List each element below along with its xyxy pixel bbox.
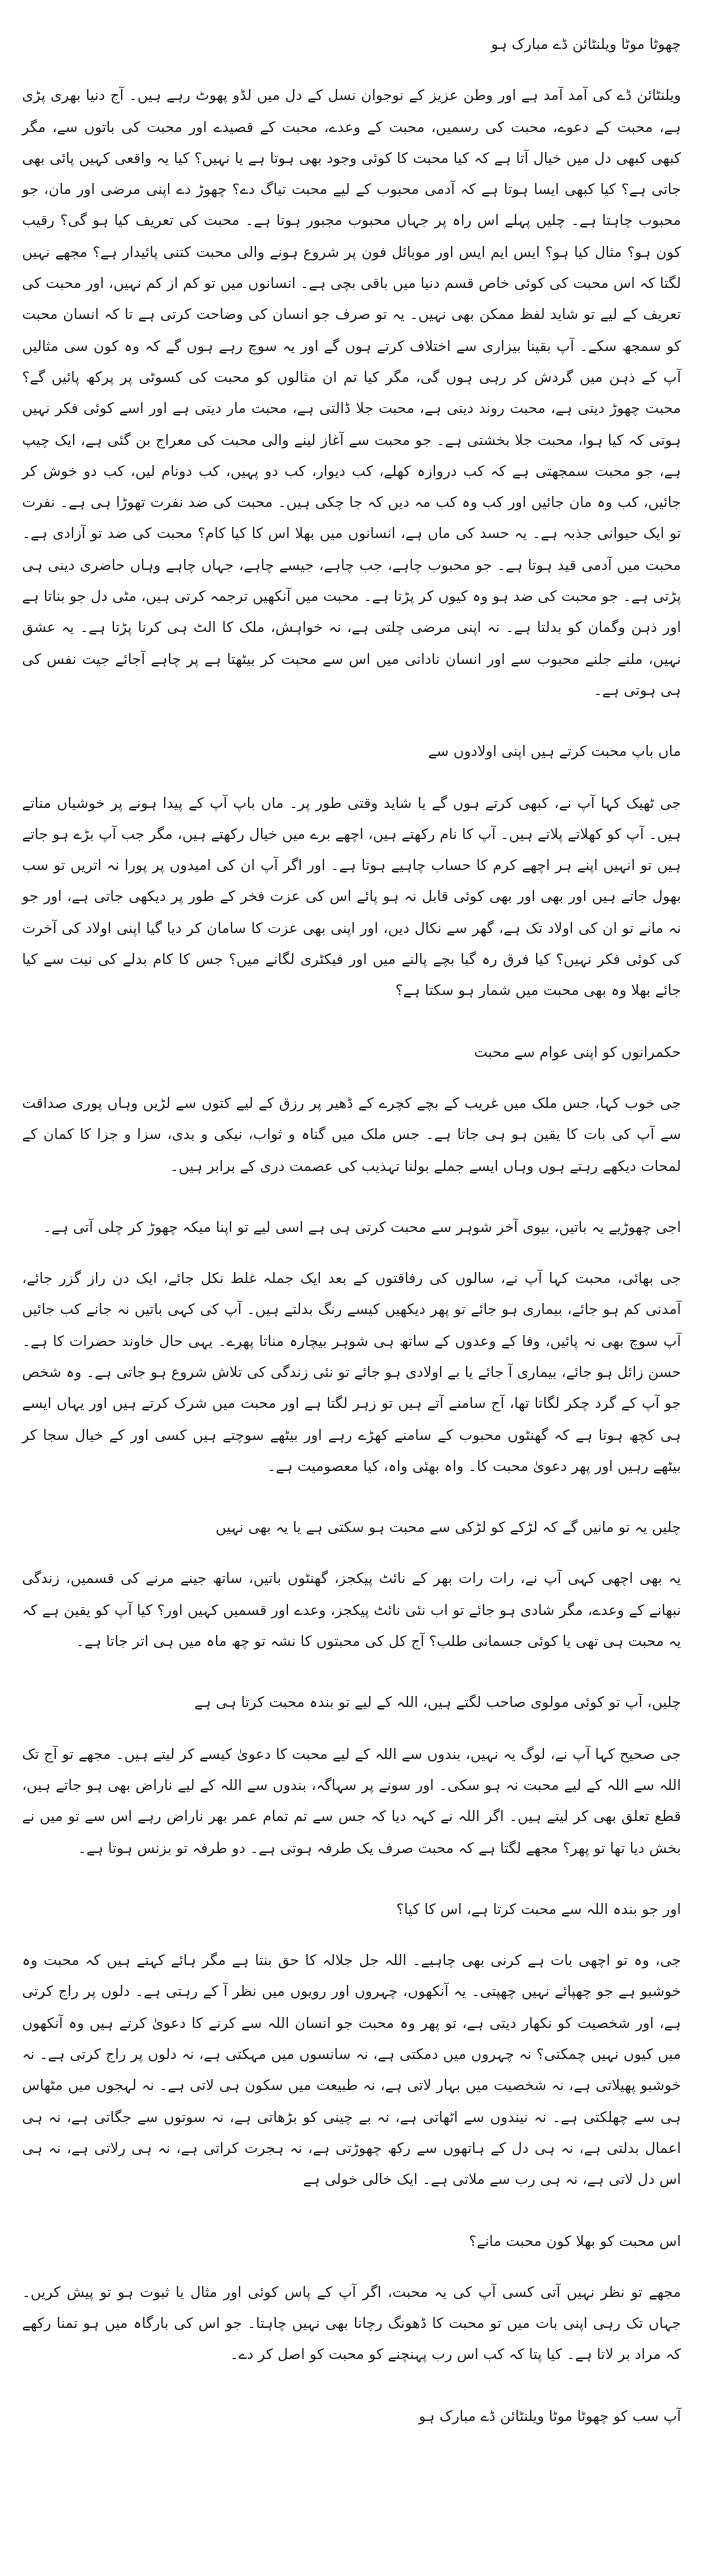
paragraph-parents: جی ٹھیک کہا آپ نے، کبھی کرتے ہوں گے یا شاید وقتی طور پر۔ ماں باپ آپ کے پیدا ہونے پر خوشیاں مناتے ہیں۔ آپ کو کھلاتے پلاتے ہیں۔ آپ کا نام رکھتے ہیں، اچھے برے میں خیال رکھتے ہیں، مگر جب آپ بڑے ہو جاتے ہیں تو انہیں اپنے ہر اچھے کرم کا حساب چاہیے ہوتا ہے۔ اور اگر آپ ان کی امیدوں پر پورا نہ اتریں تو سب بھول جاتے ہیں اور بھی اور بھی کوئی قابل نہ ہو پائے اس کی عزت فخر کے طور پر دیکھی جاتی ہے، اور جو نہ مانے تو ان کی اولاد تک ہے، گھر سے نکال دیں، اور اپنی بھی عزت کا سامان کر دیا گیا اپنی اولاد کی آخرت کی کوئی فکر نہیں؟ کیا فرق رہ گیا بچے پالنے میں اور فیکٹری لگانے میں؟ جس کا کام بدلے کی نیت سے کیا جائے بھلا وہ بھی محبت میں شمار ہو سکتا ہے؟ (22, 795, 681, 1000)
paragraph-who-believes: مجھے تو نظر نہیں آتی کسی آپ کی یہ محبت، اگر آپ کے پاس کوئی اور مثال یا ثبوت ہو تو پیش کریں۔ جہاں تک رہی اپنی بات میں تو محبت کا ڈھونگ رچانا بھی نہیں چاہتا۔ جو اس کی بارگاہ میں ہو تمنا رکھے کہ مراد بر لاتا ہے۔ کیا پتا کہ کب اس رب پہنچنے کو محبت کو اصل کر دے۔ (22, 2284, 681, 2364)
paragraph-wife: جی بھائی، محبت کہا آپ نے، سالوں کی رفاقتوں کے بعد ایک جملہ غلط نکل جائے، ایک دن راز گزر جائے، آمدنی کم ہو جائے، بیماری ہو جائے تو پھر دیکھیں کیسے رنگ بدلتے ہیں۔ آپ کی کہی باتیں نہ جانے کب جائیں آپ سوچ بھی نہ پائیں، وفا کے وعدوں کے ساتھ ہی شوہر بیچارہ مناتا پھرے۔ یہی حال خاوند حضرات کا ہے۔ حسن زائل ہو جائے، بیماری آ جائے یا بے اولادی ہو جائے تو نئی زندگی کی تلاش شروع ہو جاتی ہے۔ وہ شخص جو آپ کے گرد چکر لگاتا تھا، آج سامنے آتے ہیں تو زہر لگتا ہے اور محبت میں شرک کرتے ہیں اور یہاں ایسے ہی کچھ ہوتا ہے کہ گھنٹوں محبوب کے سامنے کھڑے رہے اور بیٹھے سوچتے ہیں کسی اور کے خیال سجا کر بیٹھے رہیں اور پھر دعویٰ محبت کا۔ واہ بھئی واہ، کیا معصومیت ہے۔ (22, 1271, 681, 1475)
section-heading-who-believes: اس محبت کو بھلا کون محبت مانے؟ (468, 2233, 681, 2250)
paragraph-rulers: جی خوب کہا، جس ملک میں غریب کے بچے کچرے کے ڈھیر پر رزق کے لیے کتوں سے لڑیں وہاں پوری صداقت سے آپ کی بات کا یقین ہو ہی جاتا ہے۔ جس ملک میں گناہ و ثواب، نیکی و بدی، سزا و جزا کا کمان کے لمحات دیکھے رہتے ہوں وہاں ایسے جملے بولنا تہذیب کی عصمت دری کے برابر ہیں۔ (22, 1095, 681, 1175)
section-heading-parents: ماں باپ محبت کرتے ہیں اپنی اولادوں سے (428, 744, 681, 761)
closing-greeting: آپ سب کو چھوٹا موٹا ویلنٹائن ڈے مبارک ہو (418, 2408, 681, 2425)
section-heading-boy-girl: چلیں یہ تو مانیں گے کہ لڑکے کو لڑکی سے محبت ہو سکتی ہے یا یہ بھی نہیں (215, 1520, 681, 1537)
paragraph-intro: ویلنٹائن ڈے کی آمد آمد ہے اور وطن عزیز کے نوجوان نسل کے دل میں لڈو پھوٹ رہے ہیں۔ آج دنیا بھری پڑی ہے، محبت کے دعوے، محبت کی رسمیں، محبت کے وعدے، محبت کے قصیدے اور محبت کی باتوں سے، مگر کبھی کبھی دل میں خیال آتا ہے کہ کیا محبت کا کوئی وجود بھی ہوتا ہے یا نہیں؟ کیا یہ واقعی کہیں پائی بھی جاتی ہے؟ کیا کبھی ایسا ہوتا ہے کہ آدمی محبوب کے لیے محبت تیاگ دے؟ چھوڑ دے اپنی مرضی اور مان، جو محبوب چاہتا ہے۔ چلیں پہلے اس راہ پر جہاں محبوب مجبور ہوتا ہے۔ محبت کی تعریف کیا ہو گی؟ رقیب کون ہو؟ مثال کیا ہو؟ ایس ایم ایس اور موبائل فون پر شروع ہونے والی محبت کتنی پائیدار ہے؟ مجھے نہیں لگتا کہ اس محبت کی کوئی خاص قسم دنیا میں باقی بچی ہے۔ انسانوں میں تو کم از کم نہیں، اور محبت کی تعریف کے لیے تو شاید لفظ ممکن بھی نہیں۔ یہ تو صرف جو انسان کی وضاحت کرتی ہے تا کہ انسان محبت کو سمجھ سکے۔ آپ بقینا بیزاری سے اختلاف کرتے ہوں گے اور یہ سوچ رہے ہوں گے کہ وہ کون سی مثالیں آپ کے ذہن میں گردش کر رہی ہوں گی، مگر کیا تم ان مثالوں کو محبت کی کسوٹی پر پرکھ پائیں گے؟ محبت چھوڑ دیتی ہے، محبت روند دیتی ہے، محبت جلا ڈالتی ہے، محبت مار دیتی ہے اور اسے کوئی فکر نہیں ہوتی کہ کیا ہوا، محبت جلا بخشتی ہے۔ جو محبت سے آغاز لینے والی محبت کی معراج بن گئی ہے، ایک چیپ ہے، جو محبت سمجھتی ہے کہ کب دروازہ کھلے، کب دیوار، کب دو پہیں، کب دونام لیں، کب دو خوش کر جائیں، کب وہ مان جائیں اور کب وہ کب مہ دیں کہ جا چکی ہیں۔ محبت کی ضد نفرت تھوڑا ہی ہے۔ نفرت تو ایک حیوانی جذبہ ہے۔ یہ حسد کی ماں ہے، انسانوں میں بھلا اس کا کیا کام؟ محبت کی ضد تو آزادی ہے۔ محبت میں آدمی قید ہوتا ہے۔ جو محبوب چاہے، جب چاہے، جیسے چاہے، جہاں چاہے وہاں حاضری دینی ہی پڑتی ہے۔ جو محبت کی ضد ہو وہ کیوں کر پڑتا ہے۔ محبت میں آنکھیں ترجمہ کرتی ہیں، مٹی دل جو بناتا ہے اور ذہن وگمان کو بدلتا ہے۔ نہ اپنی مرضی چلتی ہے، نہ خواہش، ملک کا الٹ ہی کرنا پڑتا ہے۔ یہ عشق نہیں، ملنے جلنے محبوب سے اور انسان نادانی میں اس سے محبت کر بیٹھتا ہے پر چاہے آجائے جیت نفس کی ہی ہوتی ہے۔ (22, 88, 681, 699)
section-heading-love-of-allah: اور جو بندہ اللہ سے محبت کرتا ہے، اس کا کیا؟ (396, 1901, 681, 1918)
paragraph-love-of-allah: جی، وہ تو اچھی بات ہے کرنی بھی چاہیے۔ اللہ جل جلالہ کا حق بنتا ہے مگر ہائے کہتے ہیں کہ محبت وہ خوشبو ہے جو چھپائے نہیں چھپتی۔ یہ آنکھوں، چہروں اور رویوں میں نظر آ کے رہتی ہے۔ دلوں پر راج کرتی ہے، اور شخصیت کو نکھار دیتی ہے، تو پھر وہ محبت جو انسان اللہ سے کرنے کا دعویٰ کرتے ہیں وہ آنکھوں میں کیوں نہیں چمکتی؟ نہ چہروں میں دمکتی ہے، نہ سانسوں میں مہکتی ہے، نہ دلوں پر راج کرتی ہے۔ نہ خوشبو پھیلاتی ہے، نہ شخصیت میں بہار لاتی ہے، نہ طبیعت میں سکون ہی لاتی ہے۔ نہ لہجوں میں مٹھاس ہی سے چھلکتی ہے۔ نہ نیندوں سے اٹھاتی ہے، نہ بے چینی کو بڑھاتی ہے، نہ سوتوں سے جگاتی ہے، نہ ہی اعمال بدلتی ہے، نہ ہی دل کے ہاتھوں سے رکھ چھوڑتی ہے، نہ ہجرت کراتی ہے، نہ ہی رلاتی ہے، نہ ہی اس دل لاتی ہے، نہ ہی رب سے ملاتی ہے۔ ایک خالی خولی ہے (22, 1953, 681, 2189)
paragraph-boy-girl: یہ بھی اچھی کہی آپ نے، رات رات بھر کے نائٹ پیکجز، گھنٹوں باتیں، ساتھ جینے مرنے کی قسمیں، زندگی نبھانے کے وعدے، مگر شادی ہو جائے تو اب نئی نائٹ پیکجز، وعدے اور قسمیں کہیں اور؟ کیا آپ کو یقین ہے کہ یہ محبت ہی تھی یا کوئی جسمانی طلب؟ آج کل کی محبتوں کا نشہ تو چھ ماہ میں ہی اتر جاتا ہے۔ (22, 1571, 681, 1651)
section-heading-wife: اجی چھوڑیے یہ باتیں، بیوی آخر شوہر سے محبت کرتی ہی ہے اسی لیے تو اپنا میکہ چھوڑ کر چلی آتی ہے۔ (42, 1219, 681, 1236)
article-title: چھوٹا موٹا ویلنٹائن ڈے مبارک ہو (491, 37, 681, 53)
section-heading-maulvi: چلیں، آپ تو کوئی مولوی صاحب لگتے ہیں، اللہ کے لیے تو بندہ محبت کرتا ہی ہے (194, 1695, 681, 1712)
paragraph-maulvi: جی صحیح کہا آپ نے، لوگ یہ نہیں، بندوں سے اللہ کے لیے محبت کا دعویٰ کیسے کر لیتے ہیں۔ مجھے تو آج تک اللہ سے اللہ کے لیے محبت نہ ہو سکی۔ اور سونے پر سہاگہ، بندوں سے اللہ کے لیے ناراض بھی ہو جاتے ہیں، قطع تعلق بھی کر لیتے ہیں۔ اگر اللہ نے کہہ دیا کہ جس سے تم تمام عمر بھر ناراض رہے اس سے تو میں نے بخش دیا تھا تو پھر؟ مجھے لگتا ہے کہ محبت صرف یک طرفہ ہوتی ہے۔ دو طرفہ تو بزنس ہوتا ہے۔ (22, 1746, 681, 1857)
section-heading-rulers: حکمرانوں کو اپنی عوام سے محبت (473, 1044, 681, 1061)
